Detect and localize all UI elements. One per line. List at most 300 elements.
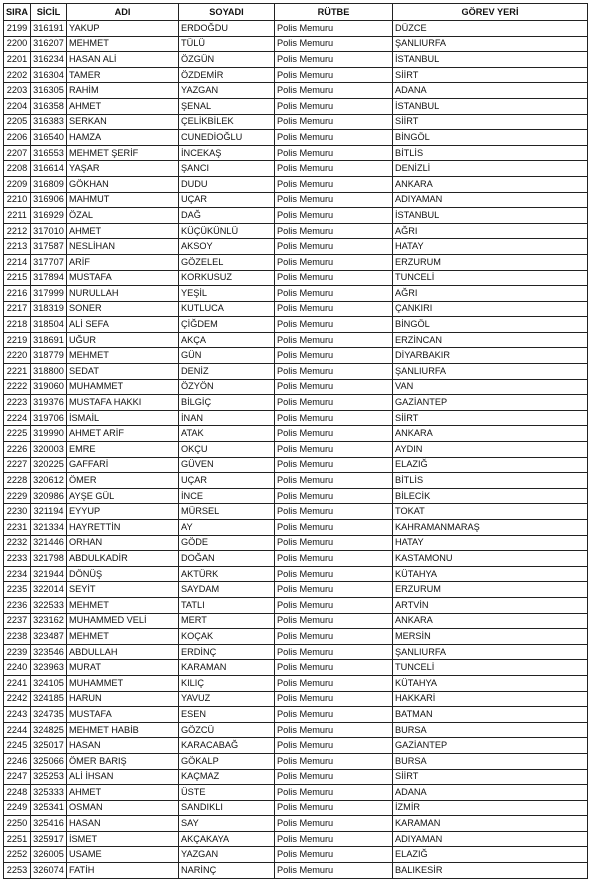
sira-cell: 2215 [4,270,31,286]
rutbe-cell: Polis Memuru [275,863,393,879]
adi-cell: MEHMET [67,348,179,364]
sira-cell: 2220 [4,348,31,364]
sicil-cell: 317894 [31,270,67,286]
gorev-yeri-cell: DÜZCE [393,21,588,37]
sicil-cell: 320612 [31,473,67,489]
rutbe-cell: Polis Memuru [275,769,393,785]
adi-cell: HASAN [67,738,179,754]
sicil-cell: 323162 [31,613,67,629]
gorev-yeri-cell: SİİRT [393,114,588,130]
soyadi-cell: MERT [179,613,275,629]
gorev-yeri-cell: BİNGÖL [393,130,588,146]
adi-cell: ALİ İHSAN [67,769,179,785]
soyadi-cell: CUNEDİOĞLU [179,130,275,146]
sira-cell: 2242 [4,691,31,707]
soyadi-cell: ÖZDEMİR [179,67,275,83]
sicil-cell: 316304 [31,67,67,83]
sira-cell: 2227 [4,457,31,473]
sicil-cell: 323546 [31,644,67,660]
sira-cell: 2217 [4,301,31,317]
gorev-yeri-cell: BURSA [393,722,588,738]
adi-cell: GAFFARİ [67,457,179,473]
sicil-cell: 326005 [31,847,67,863]
table-row [4,566,588,582]
sira-cell: 2210 [4,192,31,208]
sicil-cell: 316358 [31,98,67,114]
soyadi-cell: DOĞAN [179,551,275,567]
soyadi-cell: GÖDE [179,535,275,551]
table-header [4,4,588,21]
table-row [4,114,588,130]
rutbe-cell: Polis Memuru [275,239,393,255]
gorev-yeri-cell: ŞANLIURFA [393,36,588,52]
table-row [4,753,588,769]
adi-cell: EMRE [67,442,179,458]
adi-cell: MEHMET ŞERİF [67,145,179,161]
table-row [4,520,588,536]
sira-cell: 2202 [4,67,31,83]
rutbe-cell: Polis Memuru [275,488,393,504]
rutbe-cell: Polis Memuru [275,457,393,473]
gorev-yeri-cell: VAN [393,379,588,395]
gorev-yeri-cell: ÇANKIRI [393,301,588,317]
soyadi-cell: UÇAR [179,473,275,489]
adi-cell: MUSTAFA HAKKI [67,395,179,411]
sicil-cell: 325253 [31,769,67,785]
rutbe-cell: Polis Memuru [275,753,393,769]
table-row [4,847,588,863]
rutbe-cell: Polis Memuru [275,130,393,146]
gorev-yeri-cell: TUNCELİ [393,270,588,286]
table-row [4,660,588,676]
table-row [4,426,588,442]
adi-cell: TAMER [67,67,179,83]
soyadi-cell: ÖZYÖN [179,379,275,395]
sira-cell: 2232 [4,535,31,551]
rutbe-cell: Polis Memuru [275,738,393,754]
sicil-cell: 325917 [31,831,67,847]
table-row [4,597,588,613]
sira-cell: 2207 [4,145,31,161]
rutbe-cell: Polis Memuru [275,551,393,567]
gorev-yeri-cell: BİLECİK [393,488,588,504]
sira-cell: 2248 [4,785,31,801]
sira-cell: 2211 [4,208,31,224]
adi-cell: SEYİT [67,582,179,598]
gorev-yeri-cell: ERZURUM [393,254,588,270]
rutbe-cell: Polis Memuru [275,98,393,114]
soyadi-cell: KARACABAĞ [179,738,275,754]
adi-cell: HASAN ALİ [67,52,179,68]
sira-cell: 2224 [4,410,31,426]
sira-cell: 2249 [4,800,31,816]
table-row [4,629,588,645]
gorev-yeri-cell: KÜTAHYA [393,675,588,691]
soyadi-cell: ERDİNÇ [179,644,275,660]
table-row [4,535,588,551]
adi-cell: ÖMER [67,473,179,489]
sira-cell: 2246 [4,753,31,769]
table-row [4,52,588,68]
sira-cell: 2222 [4,379,31,395]
table-row [4,223,588,239]
table-row [4,270,588,286]
rutbe-cell: Polis Memuru [275,442,393,458]
gorev-yeri-cell: İSTANBUL [393,208,588,224]
gorev-yeri-cell: GAZİANTEP [393,738,588,754]
sira-cell: 2219 [4,332,31,348]
sicil-cell: 316305 [31,83,67,99]
sicil-cell: 317707 [31,254,67,270]
soyadi-cell: KAÇMAZ [179,769,275,785]
adi-cell: ARİF [67,254,179,270]
table-row [4,457,588,473]
gorev-yeri-cell: SİİRT [393,67,588,83]
adi-cell: İSMAİL [67,410,179,426]
soyadi-cell: SAYDAM [179,582,275,598]
sira-cell: 2223 [4,395,31,411]
table-row [4,644,588,660]
table-row [4,707,588,723]
sicil-cell: 319990 [31,426,67,442]
sicil-cell: 318504 [31,317,67,333]
rutbe-cell: Polis Memuru [275,473,393,489]
adi-cell: İSMET [67,831,179,847]
sira-cell: 2203 [4,83,31,99]
sicil-cell: 324735 [31,707,67,723]
adi-cell: ALİ SEFA [67,317,179,333]
sicil-cell: 324105 [31,675,67,691]
rutbe-cell: Polis Memuru [275,254,393,270]
sicil-cell: 316929 [31,208,67,224]
soyadi-cell: ÇELİKBİLEK [179,114,275,130]
sira-cell: 2247 [4,769,31,785]
adi-cell: MUHAMMED VELİ [67,613,179,629]
gorev-yeri-cell: ELAZIĞ [393,457,588,473]
table-row [4,98,588,114]
gorev-yeri-cell: DİYARBAKIR [393,348,588,364]
sicil-cell: 317999 [31,286,67,302]
sira-cell: 2225 [4,426,31,442]
table-row [4,769,588,785]
gorev-yeri-cell: HATAY [393,239,588,255]
table-row [4,254,588,270]
rutbe-cell: Polis Memuru [275,395,393,411]
sira-cell: 2245 [4,738,31,754]
soyadi-cell: İNCE [179,488,275,504]
adi-cell: ÖZAL [67,208,179,224]
adi-cell: YAŞAR [67,161,179,177]
header-sira: SIRA [4,4,31,21]
rutbe-cell: Polis Memuru [275,410,393,426]
gorev-yeri-cell: ELAZIĞ [393,847,588,863]
soyadi-cell: BİLGİÇ [179,395,275,411]
adi-cell: HAYRETTİN [67,520,179,536]
gorev-yeri-cell: ŞANLIURFA [393,644,588,660]
adi-cell: FATİH [67,863,179,879]
gorev-yeri-cell: KASTAMONU [393,551,588,567]
gorev-yeri-cell: ANKARA [393,613,588,629]
table-row [4,379,588,395]
sira-cell: 2199 [4,21,31,37]
header-row [4,4,588,21]
gorev-yeri-cell: ADANA [393,785,588,801]
sira-cell: 2228 [4,473,31,489]
soyadi-cell: SANDIKLI [179,800,275,816]
table-row [4,410,588,426]
table-row [4,395,588,411]
adi-cell: ORHAN [67,535,179,551]
sicil-cell: 325341 [31,800,67,816]
sicil-cell: 322533 [31,597,67,613]
sicil-cell: 318800 [31,364,67,380]
gorev-yeri-cell: SİİRT [393,410,588,426]
gorev-yeri-cell: SİİRT [393,769,588,785]
rutbe-cell: Polis Memuru [275,379,393,395]
rutbe-cell: Polis Memuru [275,800,393,816]
table-row [4,161,588,177]
sicil-cell: 316540 [31,130,67,146]
sicil-cell: 316234 [31,52,67,68]
soyadi-cell: SAY [179,816,275,832]
soyadi-cell: DAĞ [179,208,275,224]
sicil-cell: 319060 [31,379,67,395]
sira-cell: 2216 [4,286,31,302]
rutbe-cell: Polis Memuru [275,114,393,130]
rutbe-cell: Polis Memuru [275,504,393,520]
adi-cell: SEDAT [67,364,179,380]
sira-cell: 2209 [4,176,31,192]
gorev-yeri-cell: İSTANBUL [393,52,588,68]
soyadi-cell: GÜVEN [179,457,275,473]
sira-cell: 2200 [4,36,31,52]
sicil-cell: 321944 [31,566,67,582]
table-row [4,176,588,192]
soyadi-cell: TATLI [179,597,275,613]
soyadi-cell: KÜÇÜKÜNLÜ [179,223,275,239]
adi-cell: ABDULKADİR [67,551,179,567]
sira-cell: 2250 [4,816,31,832]
soyadi-cell: ATAK [179,426,275,442]
sira-cell: 2239 [4,644,31,660]
soyadi-cell: GÖZELEL [179,254,275,270]
sicil-cell: 322014 [31,582,67,598]
table-row [4,442,588,458]
gorev-yeri-cell: KARAMAN [393,816,588,832]
gorev-yeri-cell: ANKARA [393,176,588,192]
sicil-cell: 319376 [31,395,67,411]
soyadi-cell: NARİNÇ [179,863,275,879]
sira-cell: 2253 [4,863,31,879]
adi-cell: MEHMET HABİB [67,722,179,738]
rutbe-cell: Polis Memuru [275,332,393,348]
gorev-yeri-cell: ADANA [393,83,588,99]
sicil-cell: 326074 [31,863,67,879]
soyadi-cell: GÖZCÜ [179,722,275,738]
table-row [4,130,588,146]
sicil-cell: 320003 [31,442,67,458]
sicil-cell: 325333 [31,785,67,801]
rutbe-cell: Polis Memuru [275,847,393,863]
table-row [4,317,588,333]
table-row [4,364,588,380]
sira-cell: 2233 [4,551,31,567]
soyadi-cell: DENİZ [179,364,275,380]
adi-cell: AHMET [67,223,179,239]
sicil-cell: 324185 [31,691,67,707]
adi-cell: MUHAMMET [67,379,179,395]
soyadi-cell: KARAMAN [179,660,275,676]
sira-cell: 2213 [4,239,31,255]
soyadi-cell: AKSOY [179,239,275,255]
sira-cell: 2206 [4,130,31,146]
gorev-yeri-cell: ADIYAMAN [393,192,588,208]
adi-cell: MEHMET [67,629,179,645]
soyadi-cell: ŞANCI [179,161,275,177]
soyadi-cell: GÜN [179,348,275,364]
gorev-yeri-cell: BİTLİS [393,473,588,489]
sira-cell: 2229 [4,488,31,504]
rutbe-cell: Polis Memuru [275,286,393,302]
sicil-cell: 318319 [31,301,67,317]
table-row [4,348,588,364]
sicil-cell: 325066 [31,753,67,769]
table-row [4,613,588,629]
gorev-yeri-cell: BALIKESİR [393,863,588,879]
rutbe-cell: Polis Memuru [275,145,393,161]
table-row [4,145,588,161]
sira-cell: 2241 [4,675,31,691]
gorev-yeri-cell: BURSA [393,753,588,769]
sicil-cell: 317587 [31,239,67,255]
adi-cell: SERKAN [67,114,179,130]
sicil-cell: 316383 [31,114,67,130]
soyadi-cell: YAZGAN [179,83,275,99]
sira-cell: 2221 [4,364,31,380]
sicil-cell: 316207 [31,36,67,52]
soyadi-cell: ÇİĞDEM [179,317,275,333]
sicil-cell: 316553 [31,145,67,161]
gorev-yeri-cell: ERZURUM [393,582,588,598]
soyadi-cell: İNAN [179,410,275,426]
sira-cell: 2244 [4,722,31,738]
gorev-yeri-cell: BİTLİS [393,145,588,161]
table-row [4,582,588,598]
adi-cell: MURAT [67,660,179,676]
adi-cell: MAHMUT [67,192,179,208]
sicil-cell: 321194 [31,504,67,520]
rutbe-cell: Polis Memuru [275,520,393,536]
gorev-yeri-cell: ŞANLIURFA [393,364,588,380]
table-row [4,192,588,208]
adi-cell: AYŞE GÜL [67,488,179,504]
table-row [4,551,588,567]
gorev-yeri-cell: KÜTAHYA [393,566,588,582]
sicil-cell: 316191 [31,21,67,37]
table-row [4,286,588,302]
table-row [4,301,588,317]
rutbe-cell: Polis Memuru [275,722,393,738]
sicil-cell: 323487 [31,629,67,645]
soyadi-cell: İNCEKAŞ [179,145,275,161]
gorev-yeri-cell: TUNCELİ [393,660,588,676]
table-row [4,831,588,847]
soyadi-cell: KUTLUCA [179,301,275,317]
rutbe-cell: Polis Memuru [275,691,393,707]
sicil-cell: 320225 [31,457,67,473]
sira-cell: 2235 [4,582,31,598]
rutbe-cell: Polis Memuru [275,67,393,83]
soyadi-cell: AY [179,520,275,536]
sira-cell: 2218 [4,317,31,333]
table-row [4,675,588,691]
rutbe-cell: Polis Memuru [275,301,393,317]
sicil-cell: 319706 [31,410,67,426]
adi-cell: SONER [67,301,179,317]
table-row [4,239,588,255]
table-body [4,21,588,879]
table-row [4,785,588,801]
adi-cell: YAKUP [67,21,179,37]
gorev-yeri-cell: GAZİANTEP [393,395,588,411]
rutbe-cell: Polis Memuru [275,597,393,613]
adi-cell: MEHMET [67,597,179,613]
rutbe-cell: Polis Memuru [275,176,393,192]
sira-cell: 2252 [4,847,31,863]
rutbe-cell: Polis Memuru [275,192,393,208]
adi-cell: HARUN [67,691,179,707]
soyadi-cell: GÖKALP [179,753,275,769]
adi-cell: HAMZA [67,130,179,146]
adi-cell: MUHAMMET [67,675,179,691]
adi-cell: RAHİM [67,83,179,99]
gorev-yeri-cell: ARTVİN [393,597,588,613]
rutbe-cell: Polis Memuru [275,831,393,847]
sicil-cell: 318691 [31,332,67,348]
adi-cell: MEHMET [67,36,179,52]
sira-cell: 2234 [4,566,31,582]
rutbe-cell: Polis Memuru [275,270,393,286]
sira-cell: 2214 [4,254,31,270]
sira-cell: 2240 [4,660,31,676]
header-gorev-yeri: GÖREV YERİ [393,4,588,21]
soyadi-cell: ESEN [179,707,275,723]
adi-cell: OSMAN [67,800,179,816]
sicil-cell: 325416 [31,816,67,832]
adi-cell: MUSTAFA [67,707,179,723]
sira-cell: 2251 [4,831,31,847]
rutbe-cell: Polis Memuru [275,161,393,177]
personnel-table [3,3,588,879]
rutbe-cell: Polis Memuru [275,223,393,239]
sira-cell: 2226 [4,442,31,458]
adi-cell: EYYUP [67,504,179,520]
table-row [4,863,588,879]
adi-cell: DÖNÜŞ [67,566,179,582]
soyadi-cell: AKÇAKAYA [179,831,275,847]
adi-cell: ABDULLAH [67,644,179,660]
soyadi-cell: ERDOĞDU [179,21,275,37]
table-row [4,800,588,816]
rutbe-cell: Polis Memuru [275,83,393,99]
rutbe-cell: Polis Memuru [275,364,393,380]
rutbe-cell: Polis Memuru [275,36,393,52]
sira-cell: 2236 [4,597,31,613]
sicil-cell: 316614 [31,161,67,177]
rutbe-cell: Polis Memuru [275,582,393,598]
header-sicil: SİCİL [31,4,67,21]
soyadi-cell: ÖZGÜN [179,52,275,68]
